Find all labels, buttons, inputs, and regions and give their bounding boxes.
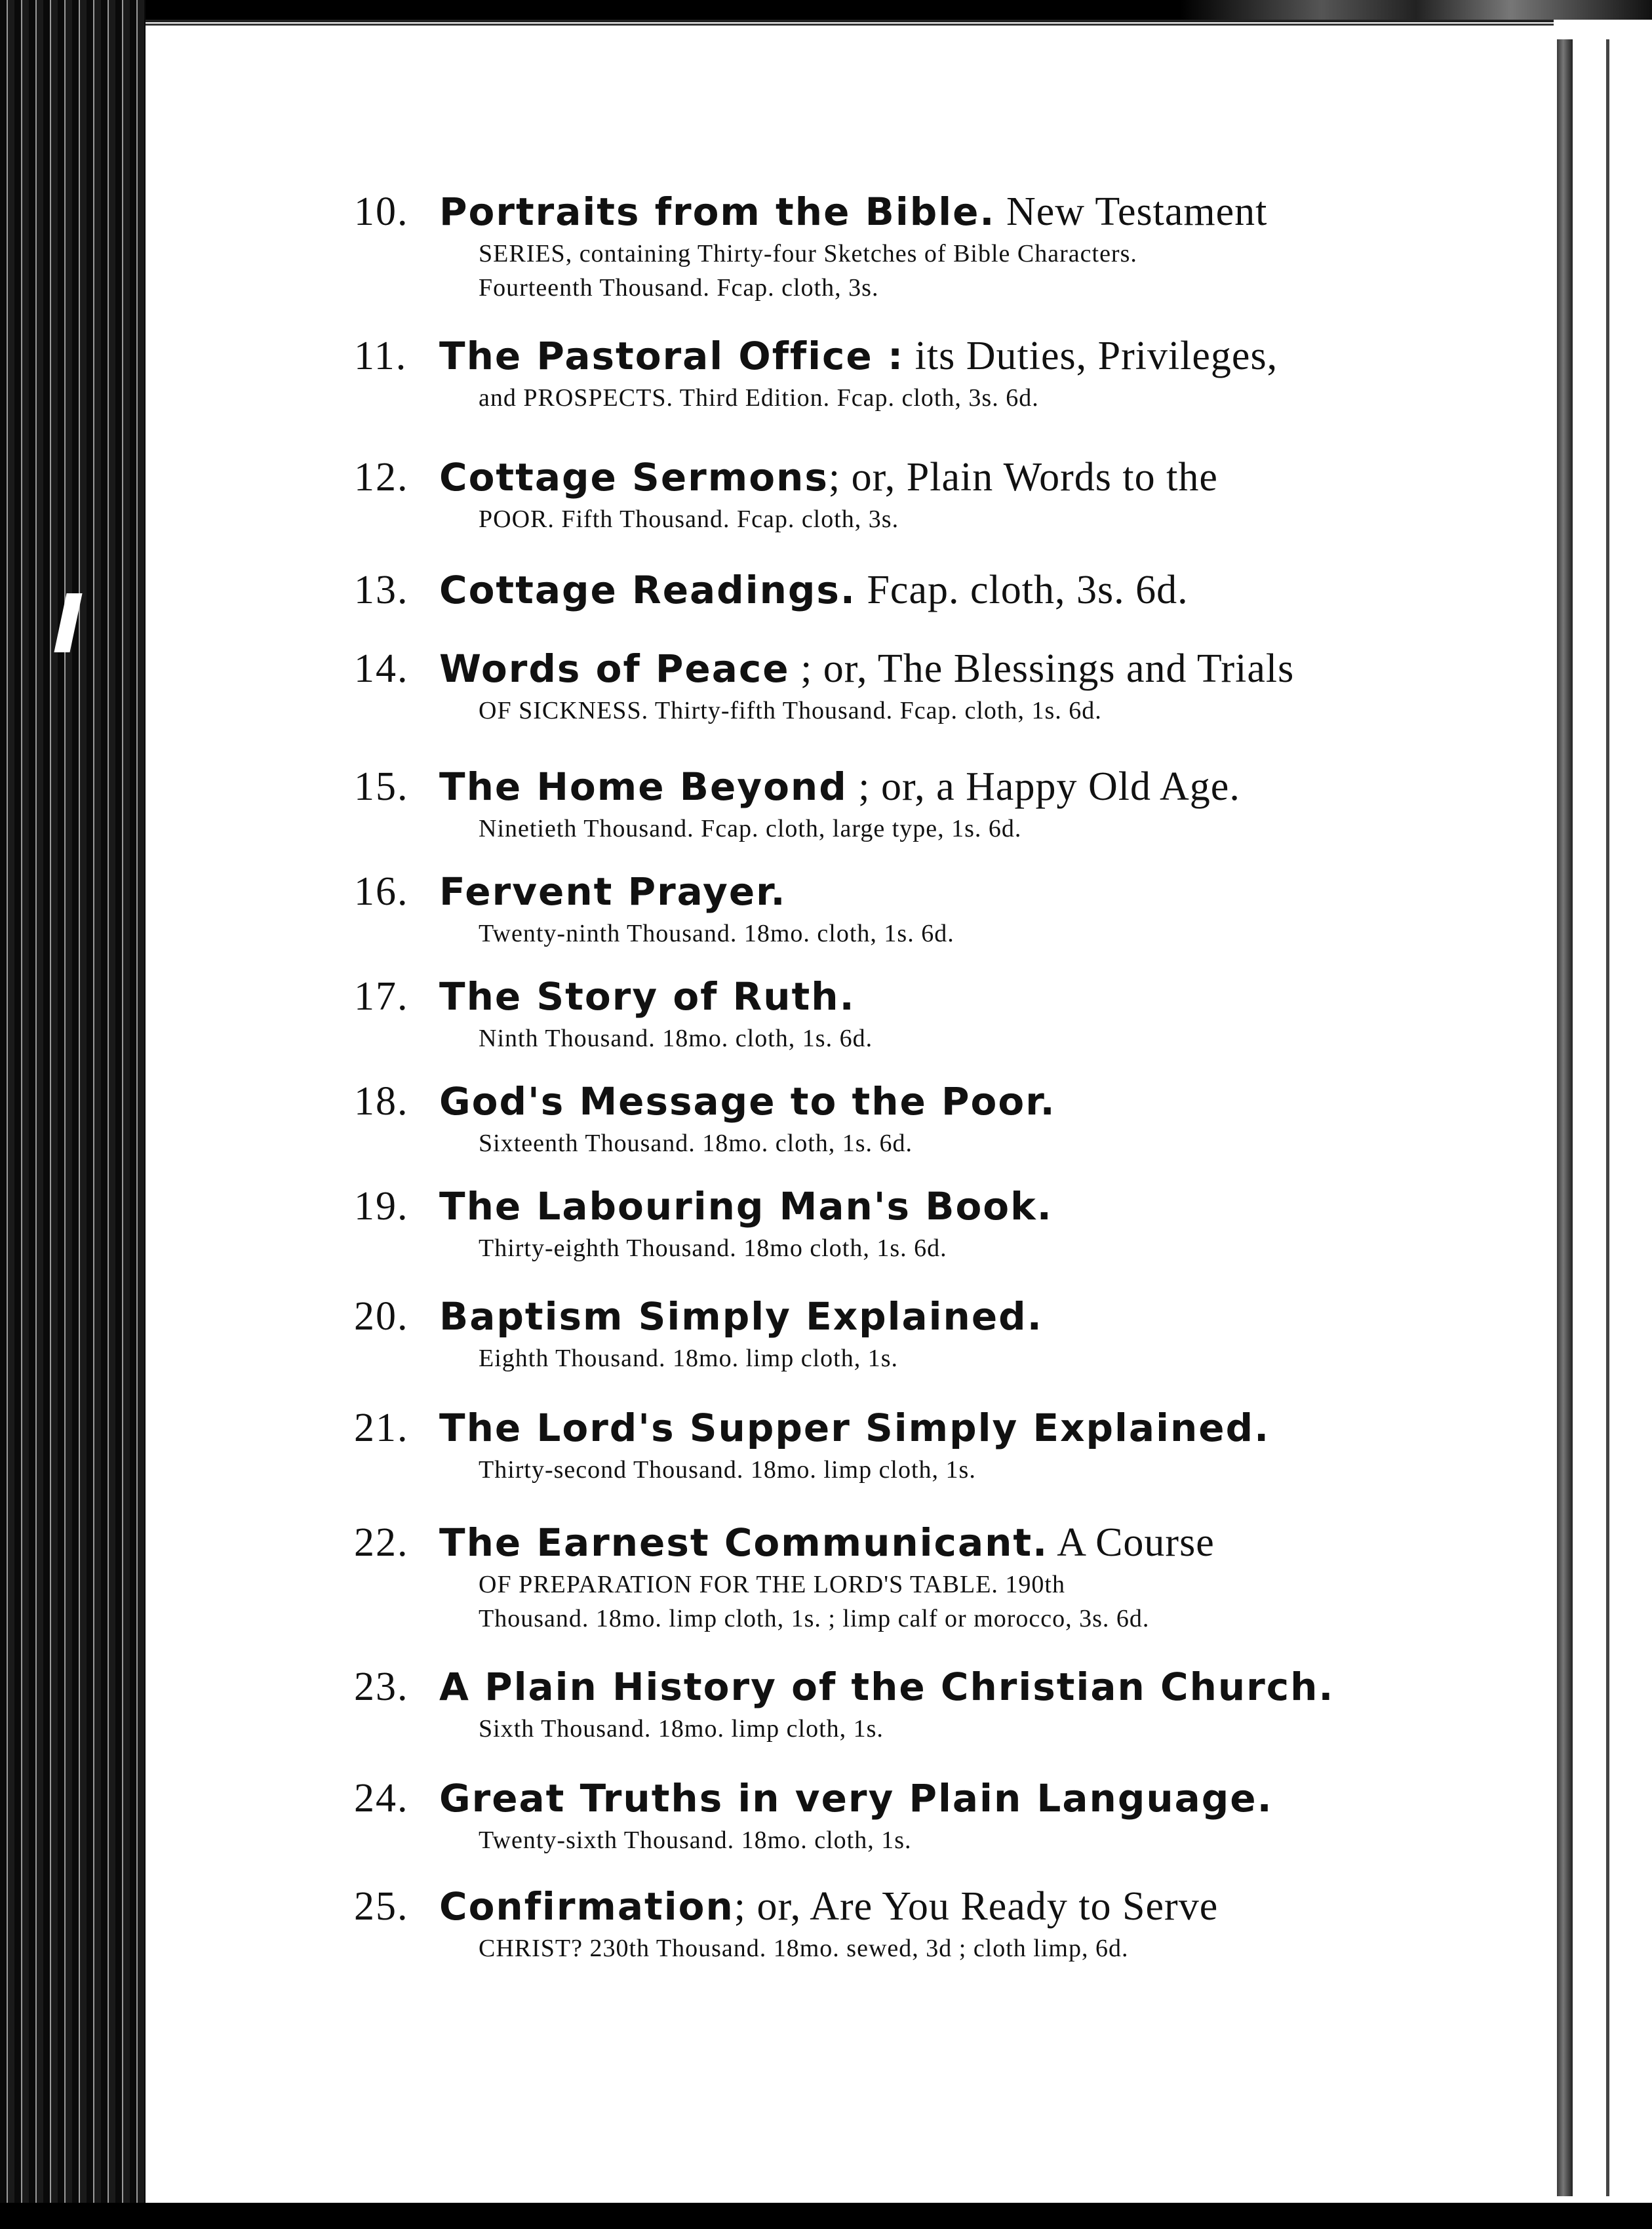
entry-details-line: Twenty-ninth Thousand. 18mo. cloth, 1s. 6d. — [479, 920, 954, 947]
list-item — [354, 1518, 1344, 1636]
entry-title: God's Message to the Poor. — [439, 1079, 1056, 1124]
entry-title: Portraits from the Bible. — [439, 189, 996, 234]
list-item — [354, 331, 1344, 415]
book-page-edges — [0, 0, 146, 2229]
entry-title: Great Truths in very Plain Language. — [439, 1776, 1273, 1821]
entry-details-line: CHRIST? 230th Thousand. 18mo. sewed, 3d ; cloth limp, 6d. — [479, 1935, 1129, 1962]
list-item — [354, 1076, 1344, 1160]
book-gutter-line — [1606, 39, 1609, 2196]
entry-number: 24. — [354, 1776, 409, 1821]
entry-title: The Story of Ruth. — [439, 974, 856, 1019]
list-item — [354, 1292, 1344, 1375]
entry-title-rest: ; or, a Happy Old Age. — [847, 764, 1240, 809]
entry-title: Cottage Sermons — [439, 455, 829, 500]
list-item — [354, 644, 1344, 728]
entry-title: Baptism Simply Explained. — [439, 1294, 1043, 1339]
list-item — [354, 762, 1344, 846]
entry-number: 11. — [354, 334, 408, 378]
entry-title-rest: ; or, The Blessings and Trials — [789, 646, 1295, 691]
entry-number: 23. — [354, 1665, 409, 1709]
entry-number: 15. — [354, 764, 409, 809]
list-item — [354, 1403, 1344, 1487]
list-item — [354, 1882, 1344, 1965]
entry-number: 18. — [354, 1079, 409, 1124]
entry-details-line: and PROSPECTS. Third Edition. Fcap. cloth, 3s. 6d. — [479, 384, 1039, 412]
entry-title-rest: Fcap. cloth, 3s. 6d. — [856, 568, 1189, 612]
entry-title-rest: ; or, Are You Ready to Serve — [734, 1884, 1219, 1929]
entry-title: The Labouring Man's Book. — [439, 1184, 1053, 1229]
entry-number: 19. — [354, 1184, 409, 1229]
list-item — [354, 565, 1344, 615]
list-item — [354, 187, 1344, 305]
entry-number: 16. — [354, 869, 409, 914]
entry-details-line: OF PREPARATION FOR THE LORD'S TABLE. 190th — [479, 1571, 1065, 1598]
entry-details-line: OF SICKNESS. Thirty-fifth Thousand. Fcap. cloth, 1s. 6d. — [479, 697, 1102, 724]
entry-number: 20. — [354, 1294, 409, 1339]
scan-bottom-edge — [0, 2203, 1652, 2229]
entry-title-rest: New Testament — [995, 189, 1268, 234]
entry-details-line: Ninetieth Thousand. Fcap. cloth, large type, 1s. 6d. — [479, 815, 1022, 842]
list-item — [354, 452, 1344, 536]
entry-title: Words of Peace — [439, 646, 790, 691]
entry-title-rest: A Course — [1048, 1520, 1215, 1565]
entry-number: 13. — [354, 568, 409, 612]
entry-details-line: Sixth Thousand. 18mo. limp cloth, 1s. — [479, 1715, 884, 1743]
entry-details-line: Thirty-eighth Thousand. 18mo cloth, 1s. 6d. — [479, 1234, 947, 1262]
entry-number: 10. — [354, 189, 409, 234]
entry-details-line: Ninth Thousand. 18mo. cloth, 1s. 6d. — [479, 1025, 873, 1052]
entry-details-line: POOR. Fifth Thousand. Fcap. cloth, 3s. — [479, 505, 899, 533]
entry-title: The Pastoral Office : — [439, 334, 905, 378]
edge-mark — [54, 593, 82, 652]
entry-details-line: Twenty-sixth Thousand. 18mo. cloth, 1s. — [479, 1826, 912, 1854]
list-item — [354, 972, 1344, 1055]
entry-number: 22. — [354, 1520, 409, 1565]
entry-number: 14. — [354, 646, 409, 691]
entry-details-line: SERIES, containing Thirty-four Sketches of Bible Characters. — [479, 240, 1137, 267]
entry-number: 17. — [354, 974, 409, 1019]
entry-title: Fervent Prayer. — [439, 869, 787, 914]
entry-title: The Home Beyond — [439, 764, 848, 809]
entry-number: 25. — [354, 1884, 409, 1929]
book-gutter — [1557, 39, 1573, 2196]
entry-details-line: Eighth Thousand. 18mo. limp cloth, 1s. — [479, 1345, 899, 1372]
entry-title: A Plain History of the Christian Church. — [439, 1665, 1335, 1709]
entry-details-line: Sixteenth Thousand. 18mo. cloth, 1s. 6d. — [479, 1130, 913, 1157]
entry-number: 12. — [354, 455, 409, 500]
list-item — [354, 1662, 1344, 1746]
entry-title: The Lord's Supper Simply Explained. — [439, 1406, 1270, 1450]
entry-number: 21. — [354, 1406, 409, 1450]
list-item — [354, 1773, 1344, 1857]
entry-details-line: Thirty-second Thousand. 18mo. limp cloth, 1s. — [479, 1456, 976, 1484]
page-top-rule — [146, 24, 1554, 26]
list-item — [354, 1181, 1344, 1265]
entry-title-rest: its Duties, Privileges, — [904, 334, 1278, 378]
entry-title: Confirmation — [439, 1884, 734, 1929]
entry-title-rest: ; or, Plain Words to the — [828, 455, 1218, 500]
entry-title: Cottage Readings. — [439, 568, 856, 612]
entry-details-line: Thousand. 18mo. limp cloth, 1s. ; limp calf or morocco, 3s. 6d. — [479, 1605, 1150, 1632]
entry-details-line: Fourteenth Thousand. Fcap. cloth, 3s. — [479, 274, 879, 302]
list-item — [354, 867, 1344, 951]
entry-title: The Earnest Communicant. — [439, 1520, 1049, 1565]
